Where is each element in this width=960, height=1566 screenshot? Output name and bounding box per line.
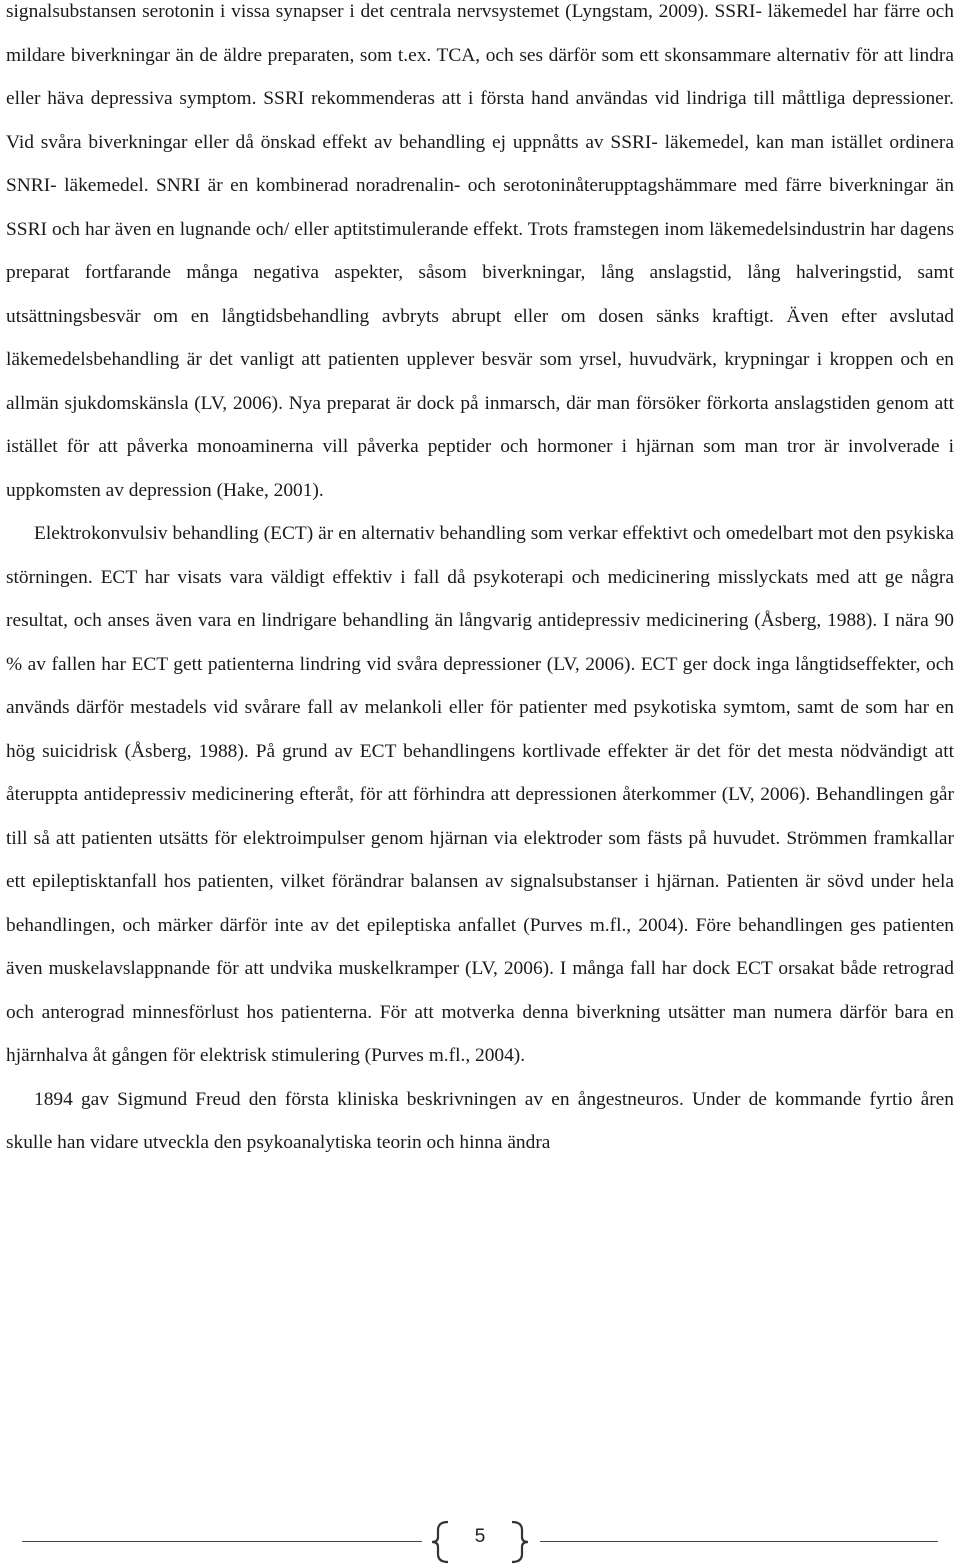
body-text	[6, 0, 954, 1165]
paragraph-3: 1894 gav Sigmund Freud den första kliniska beskrivningen av en ångestneuros. Under de kommande fyrtio åren skulle han vidare utveckla den psykoanalytiska teorin och hinna ändra	[6, 1088, 954, 1153]
footer-rule-right	[540, 1541, 938, 1542]
right-brace-icon	[506, 1520, 536, 1564]
left-brace-icon	[424, 1520, 454, 1564]
page-footer	[0, 1518, 960, 1566]
footer-rule-left	[22, 1541, 422, 1542]
paragraph-2: Elektrokonvulsiv behandling (ECT) är en alternativ behandling som verkar effektivt och omedelbart mot den psykiska störningen. ECT har visats vara väldigt effektiv i fall då psykoterapi och medicinering misslyckats med att ge några resultat, och anses även vara en lindrigare behandling än långvarig antidepressiv medicinering (Åsberg, 1988). I nära 90 % av fallen har ECT gett patienterna lindring vid svåra depressioner (LV, 2006). ECT ger dock inga långtidseffekter, och används därför mestadels vid svårare fall av melankoli eller för patienter med psykotiska symtom, samt de som har en hög suicidrisk (Åsberg, 1988). På grund av ECT behandlingens kortlivade effekter är det för det mesta nödvändigt att återuppta antidepressiv medicinering efteråt, för att förhindra att depressionen återkommer (LV, 2006). Behandlingen går till så att patienten utsätts för elektroimpulser genom hjärnan via elektroder som fästs på huvudet. Strömmen framkallar ett epileptisktanfall hos patienten, vilket förändrar balansen av signalsubstanser i hjärnan. Patienten är sövd under hela behandlingen, och märker därför inte av det epileptiska anfallet (Purves m.fl., 2004). Före behandlingen ges patienten även muskelavslappnande för att undvika muskelkramper (LV, 2006). I många fall har dock ECT orsakat både retrograd och anterograd minnesförlust hos patienterna. För att motverka denna biverkning utsätter man numera därför bara en hjärnhalva åt gången för elektrisk stimulering (Purves m.fl., 2004).	[6, 523, 954, 1066]
paragraph-1: signalsubstansen serotonin i vissa synapser i det centrala nervsystemet (Lyngstam, 2009). SSRI- läkemedel har färre och mildare biverkningar än de äldre preparaten, som t.ex. TCA, och ses därför som ett skonsammare alternativ för att lindra eller häva depressiva symptom. SSRI rekommenderas att i första hand användas vid lindriga till måttliga depressioner. Vid svåra biverkningar eller då önskad effekt av behandling ej uppnåtts av SSRI- läkemedel, kan man istället ordinera SNRI- läkemedel. SNRI är en kombinerad noradrenalin- och serotoninåterupptagshämmare med färre biverkningar än SSRI och har även en lugnande och/ eller aptitstimulerande effekt. Trots framstegen inom läkemedelsindustrin har dagens preparat fortfarande många negativa aspekter, såsom biverkningar, lång anslagstid, lång halveringstid, samt utsättningsbesvär om en långtidsbehandling avbryts abrupt eller om dosen sänks kraftigt. Även efter avslutad läkemedelsbehandling är det vanligt att patienten upplever besvär som yrsel, huvudvärk, krypningar i kroppen och en allmän sjukdomskänsla (LV, 2006). Nya preparat är dock på inmarsch, där man försöker förkorta anslagstiden genom att istället för att påverka monoaminerna vill påverka peptider och hormoner i hjärnan som man tror är involverade i uppkomsten av depression (Hake, 2001).	[6, 1, 954, 501]
page-number: 5	[474, 1526, 486, 1547]
